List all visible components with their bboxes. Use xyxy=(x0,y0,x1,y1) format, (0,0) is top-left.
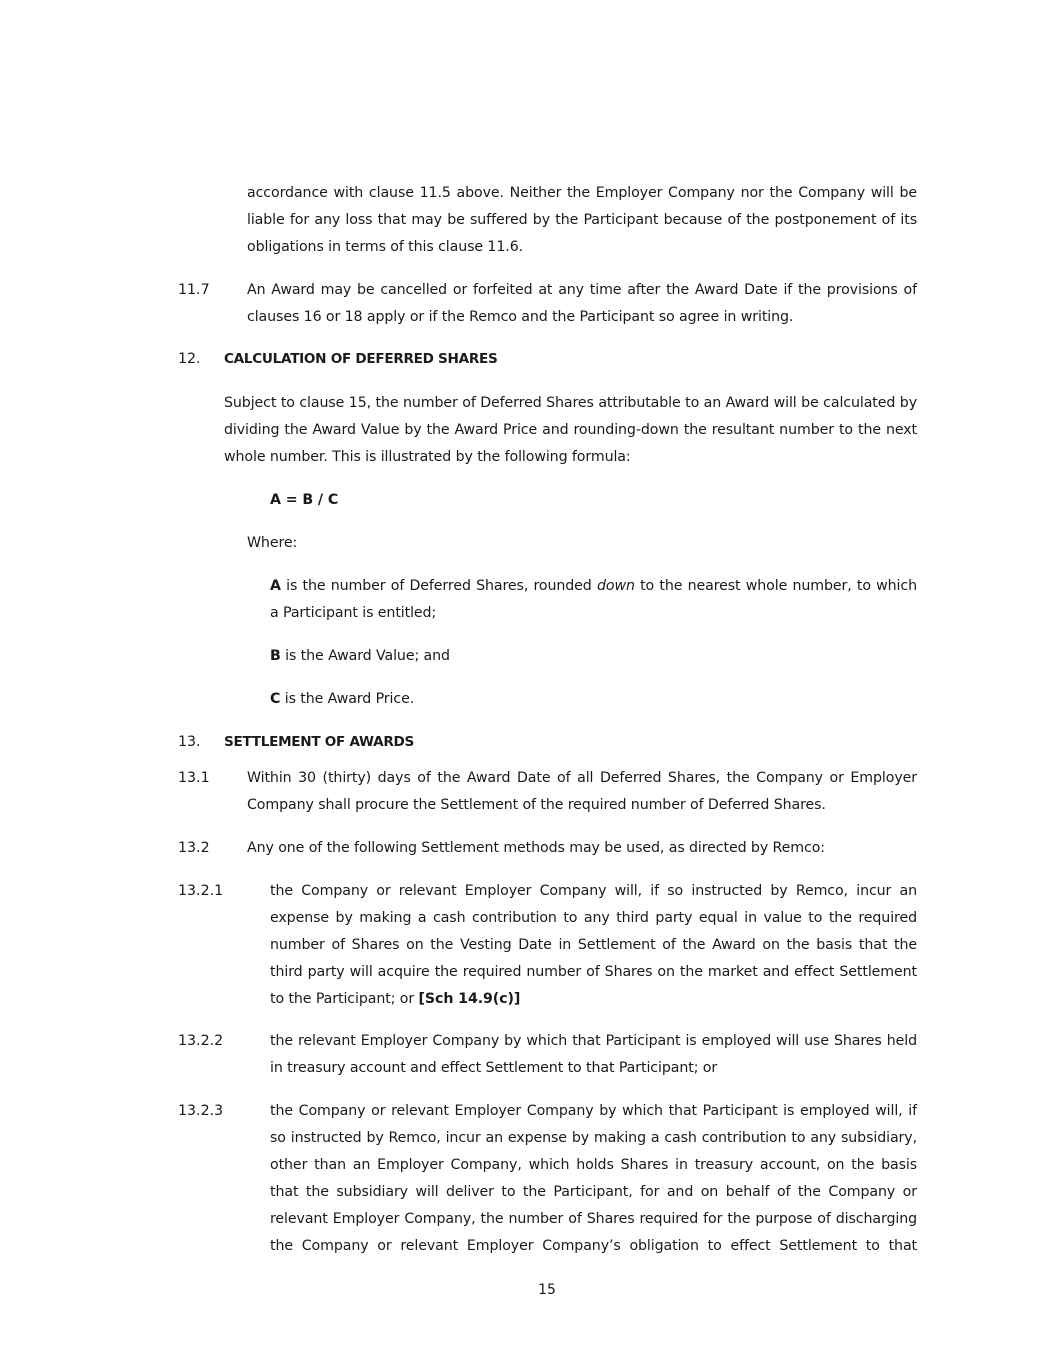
clause-13-2-number: 13.2 xyxy=(178,840,210,856)
definition-a-italic: down xyxy=(596,578,635,594)
definition-b-letter: B xyxy=(270,648,281,664)
definition-a-letter: A xyxy=(270,578,281,594)
clause-13-2-3-number: 13.2.3 xyxy=(178,1103,224,1119)
clause-12-number: 12. xyxy=(178,351,201,367)
clause-11-7-number: 11.7 xyxy=(178,282,210,298)
clause-11-7-text: An Award may be cancelled or forfeited at any time after the Award Date if the provisions of clauses 16 or 18 apply or if the Remco and the Participant so agree in writing. xyxy=(247,282,917,325)
clause-13-heading: SETTLEMENT OF AWARDS xyxy=(224,734,415,750)
clause-13-1-number: 13.1 xyxy=(178,770,210,786)
formula-text: A = B / C xyxy=(270,492,339,508)
clause-13-2-text: Any one of the following Settlement methods may be used, as directed by Remco: xyxy=(247,840,825,856)
clause-13-2-1-text xyxy=(270,878,917,1013)
clause-13-2-1-number: 13.2.1 xyxy=(178,883,224,899)
clause-13-2-2-text: the relevant Employer Company by which that Participant is employed will use Shares held in treasury account and effect Settlement to that Participant; or xyxy=(270,1033,917,1076)
clause-13-number: 13. xyxy=(178,734,201,750)
clause-13-2-3-text: the Company or relevant Employer Company by which that Participant is employed will, if so instructed by Remco, incur an expense by making a cash contribution to any subsidiary, other than an Employer Company, which holds Shares in treasury account, on the basis that the subsidiary will deliver to the Participant, for and on behalf of the Company or relevant Employer Company, the number of Shares required for the purpose of discharging the Company or relevant Employer Company’s obligation to effect Settlement to that xyxy=(270,1103,917,1254)
definition-a-text-1: is the number of Deferred Shares, rounded xyxy=(280,578,597,594)
definition-a xyxy=(270,573,917,627)
formula xyxy=(270,487,338,514)
definition-b xyxy=(270,643,450,670)
clause-12-body: Subject to clause 15, the number of Deferred Shares attributable to an Award will be calculated by dividing the Award Value by the Award Price and rounding-down the resultant number to the next whole number. This is illustrated by the following formula: xyxy=(224,395,917,465)
clause-13-1-text: Within 30 (thirty) days of the Award Date of all Deferred Shares, the Company or Employer Company shall procure the Settlement of the required number of Deferred Shares. xyxy=(247,770,917,813)
where-label: Where: xyxy=(247,535,298,551)
schedule-reference: [Sch 14.9(c)] xyxy=(418,991,521,1007)
definition-a-text-2: to the nearest whole number, to which a Participant is entitled; xyxy=(270,578,917,621)
definition-b-text: is the Award Value; and xyxy=(280,648,450,664)
page-number: 15 xyxy=(538,1282,556,1298)
clause-11-6-continuation: accordance with clause 11.5 above. Neither the Employer Company nor the Company will be liable for any loss that may be suffered by the Participant because of the postponement of its obligations in terms of this clause 11.6. xyxy=(247,185,917,255)
clause-13-2-2-number: 13.2.2 xyxy=(178,1033,224,1049)
definition-c xyxy=(270,686,414,713)
clause-13-2-1-body: the Company or relevant Employer Company will, if so instructed by Remco, incur an expense by making a cash contribution to any third party equal in value to the required number of Shares on the Vesting Date in Settlement of the Award on the basis that the third party will acquire the required number of Shares on the market and effect Settlement to the Participant; or xyxy=(270,883,917,1007)
clause-12-heading: CALCULATION OF DEFERRED SHARES xyxy=(224,351,498,367)
definition-c-text: is the Award Price. xyxy=(280,691,415,707)
definition-c-letter: C xyxy=(270,691,281,707)
